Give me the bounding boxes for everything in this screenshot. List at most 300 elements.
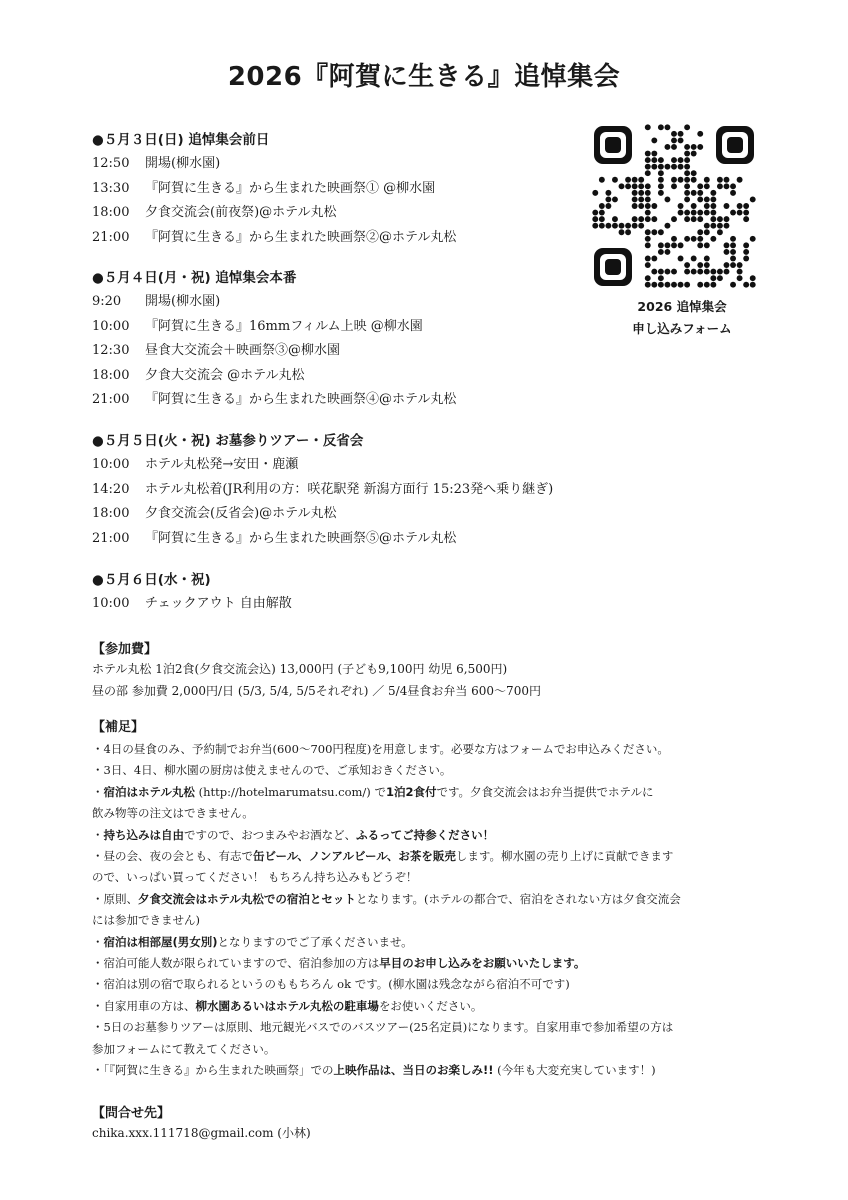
qr-dot	[658, 242, 664, 248]
qr-dot	[697, 242, 703, 248]
fee-line: 昼の部 参加費 2,000円/日 (5/3, 5/4, 5/5それぞれ) ／ 5/4昼食お弁当 600〜700円	[92, 684, 541, 698]
qr-dot	[645, 124, 651, 130]
qr-dot	[697, 236, 703, 242]
qr-dot	[645, 170, 651, 176]
qr-dot	[678, 282, 684, 288]
schedule-time: 10:00	[92, 596, 130, 611]
qr-dot	[645, 190, 651, 196]
qr-dot	[671, 269, 677, 275]
qr-dot	[684, 282, 690, 288]
schedule-day-2	[92, 266, 612, 413]
qr-dot	[664, 144, 670, 150]
qr-dot	[724, 223, 730, 229]
qr-dot	[599, 223, 605, 229]
qr-dot	[638, 177, 644, 183]
qr-dot	[737, 177, 743, 183]
qr-dot	[645, 216, 651, 222]
qr-dot	[691, 151, 697, 157]
qr-dot	[664, 196, 670, 202]
note-item	[92, 1017, 772, 1038]
qr-dot	[691, 269, 697, 275]
qr-dot	[645, 262, 651, 268]
qr-dot	[625, 229, 631, 235]
note-text: します。柳水園の売り上げに貢献できます	[455, 849, 674, 864]
note-item	[92, 932, 772, 953]
schedule-time: 10:00	[92, 457, 130, 472]
qr-dot	[730, 183, 736, 189]
qr-dot	[599, 177, 605, 183]
qr-dot	[743, 203, 749, 209]
qr-dot	[658, 249, 664, 255]
schedule-row	[92, 364, 612, 389]
qr-dot	[697, 269, 703, 275]
qr-dot	[605, 223, 611, 229]
qr-dot	[724, 269, 730, 275]
qr-dot	[684, 151, 690, 157]
qr-dot	[678, 242, 684, 248]
schedule-row	[92, 592, 612, 617]
qr-dot	[737, 262, 743, 268]
qr-dot	[651, 203, 657, 209]
note-item	[92, 996, 772, 1017]
qr-dot	[678, 203, 684, 209]
qr-dot	[664, 223, 670, 229]
qr-dot	[704, 183, 710, 189]
qr-dot	[691, 177, 697, 183]
qr-dot	[658, 183, 664, 189]
qr-dot	[684, 262, 690, 268]
qr-dot	[671, 144, 677, 150]
qr-dot	[638, 203, 644, 209]
qr-dot	[730, 282, 736, 288]
qr-dot	[710, 236, 716, 242]
qr-dot	[625, 177, 631, 183]
qr-dot	[645, 164, 651, 170]
qr-dot	[645, 157, 651, 163]
qr-dot	[697, 282, 703, 288]
qr-dot	[619, 223, 625, 229]
qr-caption-line: 2026 追悼集会	[637, 299, 727, 314]
qr-dot	[750, 282, 756, 288]
qr-dot	[664, 164, 670, 170]
qr-dot	[684, 157, 690, 163]
qr-dot	[710, 210, 716, 216]
day-heading: ●５月６日(水・祝)	[92, 572, 211, 588]
qr-dot	[671, 282, 677, 288]
schedule-row	[92, 453, 652, 478]
day-heading: ●５月４日(月・祝) 追悼集会本番	[92, 270, 297, 286]
qr-dot	[664, 249, 670, 255]
qr-dot	[605, 190, 611, 196]
note-continuation: 参加フォームにて教えてください。	[92, 1041, 276, 1056]
qr-dot	[671, 131, 677, 137]
note-bold: 宿泊は相部屋(男女別)	[103, 934, 218, 949]
qr-dot	[612, 223, 618, 229]
contact-email[interactable]: chika.xxx.111718@gmail.com (小林)	[92, 1126, 311, 1140]
note-bold: 持ち込みは自由	[103, 827, 184, 842]
qr-dot	[691, 170, 697, 176]
qr-dot	[724, 249, 730, 255]
qr-finder-top-right	[716, 126, 754, 164]
qr-dot	[704, 223, 710, 229]
qr-dot	[592, 210, 598, 216]
qr-dot	[717, 183, 723, 189]
schedule-text: 昼食大交流会＋映画祭③@柳水園	[145, 343, 341, 358]
qr-dot	[697, 229, 703, 235]
qr-dot	[704, 203, 710, 209]
qr-dot	[724, 203, 730, 209]
qr-dot	[612, 216, 618, 222]
schedule-time: 18:00	[92, 506, 130, 521]
qr-dot	[704, 262, 710, 268]
qr-dot	[743, 256, 749, 262]
schedule-time: 18:00	[92, 367, 130, 383]
qr-caption	[592, 296, 772, 340]
schedule-row	[92, 177, 612, 202]
note-bold: 夕食交流会はホテル丸松での宿泊とセット	[138, 891, 356, 906]
note-text: ですので、おつまみやお酒など、	[184, 827, 357, 842]
qr-dot	[704, 269, 710, 275]
qr-finder-bottom-left	[594, 248, 632, 286]
qr-dot	[651, 269, 657, 275]
note-text: ・自家用車の方は、	[92, 998, 196, 1013]
qr-dot	[710, 282, 716, 288]
qr-dot	[651, 164, 657, 170]
qr-dot	[645, 256, 651, 262]
qr-dot	[717, 223, 723, 229]
note-continuation: には参加できません)	[92, 913, 200, 928]
qr-dot	[632, 190, 638, 196]
note-text: ・「『阿賀に生きる』から生まれた映画祭」での	[92, 1063, 334, 1078]
qr-dot	[750, 236, 756, 242]
qr-dot	[724, 262, 730, 268]
qr-dot	[704, 282, 710, 288]
schedule-time: 12:50	[92, 156, 130, 171]
schedule-time: 10:00	[92, 318, 130, 334]
qr-dot	[599, 203, 605, 209]
qr-dot	[664, 282, 670, 288]
qr-dot	[704, 229, 710, 235]
note-text: ・原則、	[92, 891, 138, 906]
qr-dot	[605, 203, 611, 209]
qr-dot	[625, 183, 631, 189]
schedule-text: 開場(柳水園)	[145, 294, 221, 309]
qr-dot	[651, 256, 657, 262]
qr-dot	[664, 124, 670, 130]
qr-dot	[743, 210, 749, 216]
qr-dot	[671, 157, 677, 163]
schedule-text: 夕食交流会(反省会)@ホテル丸松	[145, 506, 337, 521]
notes-list	[92, 739, 772, 1082]
qr-dot	[671, 177, 677, 183]
qr-dot	[737, 275, 743, 281]
fee-line: ホテル丸松 1泊2食(夕食交流会込) 13,000円 (子ども9,100円 幼児 6,500円)	[92, 662, 508, 676]
note-bold: 上映作品は、当日のお楽しみ!!	[333, 1063, 494, 1078]
qr-dot	[691, 203, 697, 209]
qr-dot	[671, 164, 677, 170]
schedule-text: 『阿賀に生きる』から生まれた映画祭④@ホテル丸松	[145, 392, 457, 407]
note-item	[92, 974, 772, 995]
qr-code-image[interactable]	[592, 124, 756, 288]
qr-dot	[710, 275, 716, 281]
note-text: となりますのでご了承くださいませ。	[217, 934, 413, 949]
qr-dot	[730, 190, 736, 196]
note-text: となります。(ホテルの都合で、宿泊をされない方は夕食交流会	[355, 891, 681, 906]
qr-dot	[684, 190, 690, 196]
qr-dot	[691, 216, 697, 222]
note-item	[92, 825, 772, 846]
schedule-time: 21:00	[92, 530, 130, 546]
qr-dot	[664, 269, 670, 275]
qr-dot	[724, 216, 730, 222]
qr-dot	[710, 196, 716, 202]
qr-dot	[678, 131, 684, 137]
qr-dot	[684, 216, 690, 222]
note-text: ・	[92, 827, 104, 842]
qr-dot	[724, 183, 730, 189]
qr-dot	[730, 249, 736, 255]
qr-dot	[730, 262, 736, 268]
qr-dot	[710, 223, 716, 229]
qr-dot	[678, 177, 684, 183]
qr-dot	[684, 269, 690, 275]
qr-dot	[691, 236, 697, 242]
schedule-row	[92, 226, 612, 251]
qr-dot	[717, 275, 723, 281]
note-text: ・5日のお墓参りツアーは原則、地元観光バスでのバスツアー(25名定員)になります。自家用車で参加希望の方は	[92, 1020, 674, 1035]
qr-dot	[658, 170, 664, 176]
qr-dot	[684, 236, 690, 242]
schedule-time: 21:00	[92, 229, 130, 245]
qr-dot	[638, 223, 644, 229]
qr-dot	[710, 203, 716, 209]
qr-dot	[651, 137, 657, 143]
qr-dot	[684, 164, 690, 170]
qr-dot	[658, 190, 664, 196]
note-continuation: ので、いっぱい買ってください！ もちろん持ち込みもどうぞ！	[92, 870, 418, 885]
qr-dot	[619, 183, 625, 189]
qr-dot	[704, 256, 710, 262]
qr-dot	[619, 229, 625, 235]
note-bold: 早目のお申し込みをお願いいたします。	[379, 956, 586, 971]
note-text: ・3日、4日、柳水園の厨房は使えませんので、ご承知おきください。	[92, 763, 452, 778]
qr-dot	[645, 183, 651, 189]
qr-dot	[684, 177, 690, 183]
note-text: ・昼の会、夜の会とも、有志で	[92, 849, 253, 864]
qr-dot	[697, 131, 703, 137]
qr-dot	[730, 256, 736, 262]
qr-dot	[750, 275, 756, 281]
qr-dot	[704, 242, 710, 248]
qr-dot	[645, 196, 651, 202]
qr-dot	[743, 249, 749, 255]
qr-dot	[743, 216, 749, 222]
schedule-text: 『阿賀に生きる』から生まれた映画祭① @柳水園	[145, 180, 436, 196]
qr-dot	[678, 210, 684, 216]
qr-dot	[678, 137, 684, 143]
note-continuation: 飲み物等の注文はできません。	[92, 806, 254, 821]
qr-dot	[717, 216, 723, 222]
qr-dot	[704, 177, 710, 183]
note-text: をお使いください。	[378, 998, 483, 1013]
qr-finder-top-left	[594, 126, 632, 164]
schedule-row	[92, 315, 612, 340]
qr-dot	[625, 223, 631, 229]
schedule-time: 12:30	[92, 343, 130, 358]
qr-dot	[671, 183, 677, 189]
fees-heading: 【参加費】	[92, 642, 158, 657]
qr-dot	[684, 144, 690, 150]
qr-dot	[704, 210, 710, 216]
qr-dot	[697, 216, 703, 222]
schedule-text: 『阿賀に生きる』から生まれた映画祭②@ホテル丸松	[145, 229, 457, 245]
note-text: (今年も大変充実しています！)	[493, 1063, 656, 1078]
schedule-row	[92, 290, 612, 315]
qr-dot	[724, 242, 730, 248]
schedule-day-1	[92, 128, 612, 250]
qr-dot	[632, 203, 638, 209]
qr-dot	[717, 177, 723, 183]
qr-dot	[717, 229, 723, 235]
qr-dot	[645, 242, 651, 248]
qr-dot	[658, 157, 664, 163]
qr-dot	[632, 223, 638, 229]
note-item	[92, 760, 772, 781]
qr-dot	[664, 242, 670, 248]
qr-dot	[697, 210, 703, 216]
qr-dot	[638, 183, 644, 189]
qr-dot	[684, 183, 690, 189]
schedule-row	[92, 152, 612, 177]
schedule-text: チェックアウト 自由解散	[145, 596, 292, 611]
schedule-row	[92, 478, 652, 503]
qr-dot	[651, 151, 657, 157]
qr-dot	[717, 269, 723, 275]
qr-dot	[658, 177, 664, 183]
qr-dot	[730, 210, 736, 216]
note-item	[92, 953, 772, 974]
page-title: 2026『阿賀に生きる』追悼集会	[227, 62, 621, 92]
qr-dot	[710, 269, 716, 275]
qr-dot	[684, 170, 690, 176]
note-item	[92, 782, 772, 803]
qr-dot	[743, 282, 749, 288]
schedule-row	[92, 527, 652, 552]
note-bold: 柳水園あるいはホテル丸松の駐車場	[195, 998, 379, 1013]
qr-dot	[737, 210, 743, 216]
notes-heading: 【補足】	[92, 720, 145, 735]
qr-dot	[678, 157, 684, 163]
qr-dot	[645, 210, 651, 216]
qr-dot	[697, 196, 703, 202]
schedule-time: 13:30	[92, 180, 130, 196]
qr-dot	[684, 196, 690, 202]
qr-dot	[750, 196, 756, 202]
qr-dot	[658, 124, 664, 130]
qr-dot	[671, 242, 677, 248]
schedule-text: ホテル丸松発→安田・鹿瀬	[145, 457, 299, 472]
qr-dot	[710, 190, 716, 196]
qr-dot	[645, 275, 651, 281]
note-bold: 宿泊はホテル丸松	[103, 784, 195, 799]
qr-dot	[697, 190, 703, 196]
qr-dot	[658, 269, 664, 275]
note-bold: 1泊2食付	[385, 784, 437, 799]
qr-dot	[632, 196, 638, 202]
schedule-time: 21:00	[92, 392, 130, 407]
qr-dot	[697, 183, 703, 189]
qr-dot	[651, 282, 657, 288]
qr-dot	[651, 229, 657, 235]
qr-dot	[645, 229, 651, 235]
qr-dot	[684, 210, 690, 216]
schedule-row	[92, 388, 612, 413]
qr-dot	[612, 177, 618, 183]
note-text: ・	[92, 784, 104, 799]
day-heading: ●５月３日(日) 追悼集会前日	[92, 132, 270, 148]
qr-dot	[671, 216, 677, 222]
qr-dot	[697, 144, 703, 150]
qr-dot	[691, 190, 697, 196]
schedule-time: 14:20	[92, 481, 130, 497]
qr-dot	[645, 151, 651, 157]
qr-caption-line: 申し込みフォーム	[632, 321, 732, 336]
schedule-row	[92, 201, 612, 226]
qr-dot	[638, 216, 644, 222]
schedule-day-3	[92, 429, 652, 551]
note-item	[92, 1060, 772, 1081]
note-item	[92, 889, 772, 910]
qr-dot	[592, 216, 598, 222]
qr-dot	[592, 190, 598, 196]
contact-heading: 【問合せ先】	[92, 1106, 171, 1121]
qr-dot	[599, 216, 605, 222]
qr-dot	[678, 256, 684, 262]
qr-dot	[632, 177, 638, 183]
qr-dot	[638, 190, 644, 196]
qr-dot	[691, 210, 697, 216]
qr-dot	[737, 203, 743, 209]
qr-dot	[697, 262, 703, 268]
schedule-text: 夕食交流会(前夜祭)@ホテル丸松	[145, 205, 337, 220]
schedule-time: 18:00	[92, 205, 130, 220]
qr-dot	[645, 236, 651, 242]
note-text: (http://hotelmarumatsu.com/) で	[194, 784, 386, 799]
qr-dot	[710, 216, 716, 222]
note-text: です。夕食交流会はお弁当提供でホテルに	[436, 784, 654, 799]
note-item	[92, 846, 772, 867]
schedule-text: ホテル丸松着(JR利用の方：咲花駅発 新潟方面行 15:23発へ乗り継ぎ)	[145, 481, 554, 497]
qr-dot	[632, 216, 638, 222]
qr-dot	[592, 223, 598, 229]
schedule-time: 9:20	[92, 294, 122, 309]
note-text: ・宿泊は別の宿で取られるというのももちろん ok です。(柳水園は残念ながら宿泊不可です)	[92, 977, 570, 992]
qr-dot	[638, 196, 644, 202]
qr-dot	[645, 203, 651, 209]
note-item	[92, 739, 772, 760]
qr-dot	[743, 242, 749, 248]
qr-dot	[605, 196, 611, 202]
qr-dot	[684, 124, 690, 130]
qr-dot	[724, 177, 730, 183]
qr-dot	[645, 282, 651, 288]
note-text: ・	[92, 934, 104, 949]
note-text: ・宿泊可能人数が限られていますので、宿泊参加の方は	[92, 956, 380, 971]
qr-dot	[678, 164, 684, 170]
qr-dot	[691, 256, 697, 262]
schedule-row	[92, 339, 612, 364]
qr-dot	[730, 242, 736, 248]
